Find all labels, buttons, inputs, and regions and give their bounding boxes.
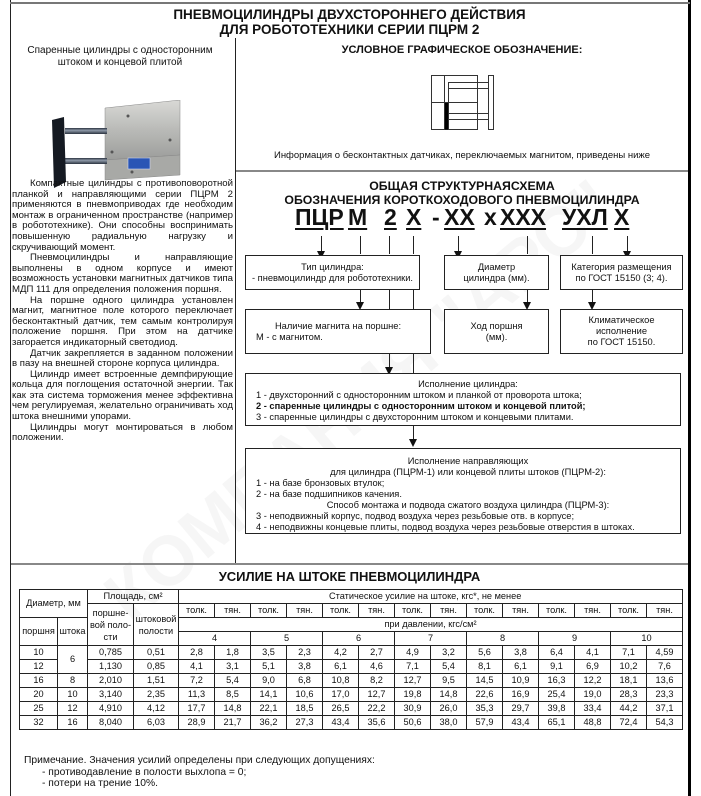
cell-pull-force: 8,5 <box>215 688 251 702</box>
pressure-value: 8 <box>467 632 539 646</box>
product-description <box>12 179 233 444</box>
page-title <box>11 7 688 37</box>
cell-pull-force: 2,7 <box>359 646 395 660</box>
box-placement-category <box>560 255 683 290</box>
code-times: х <box>484 204 497 230</box>
cell-push-force: 11,3 <box>179 688 215 702</box>
header-push: толк. <box>323 604 359 618</box>
cell-push-force: 6,1 <box>323 660 359 674</box>
header-pull: тян. <box>287 604 323 618</box>
cell-push-force: 43,4 <box>323 716 359 730</box>
table-section-divider <box>11 563 688 565</box>
cell-push-force: 3,5 <box>251 646 287 660</box>
note-title: Примечание. Значения усилий определены при следующих допущениях: <box>24 755 375 766</box>
description-paragraph: Пневмоцилиндры и направляющие выполнены в одном корпусе и имеют возможность установки магнитных датчиков типа МДП 111 для определения положения поршня. <box>12 252 233 295</box>
frame-top-border <box>10 2 690 4</box>
description-paragraph: Датчик закрепляется в заданном положении в пазу на внешней стороне корпуса цилиндра. <box>12 347 233 370</box>
caption-line-1: Спаренные цилиндры с односторонним <box>27 45 213 56</box>
cell-piston-area: 8,040 <box>88 716 134 730</box>
mounting-option: 3 - неподвижный корпус, подвод воздуха через резьбовые отв. в корпусе; <box>256 511 575 521</box>
table-row <box>20 660 683 674</box>
cell-pull-force: 43,4 <box>503 716 539 730</box>
cell-pull-force: 13,6 <box>647 674 683 688</box>
cell-push-force: 30,9 <box>395 702 431 716</box>
scheme-title-line-1: ОБЩАЯ СТРУКТУРНАЯСХЕМА <box>369 179 555 193</box>
code-magnet: М <box>348 204 368 230</box>
guides-option: 2 - на базе подшипников качения. <box>256 489 402 499</box>
cell-rod-area: 1,51 <box>134 674 179 688</box>
box-magnet <box>245 309 431 354</box>
table-row <box>20 688 683 702</box>
box-text: Диаметр <box>477 262 516 272</box>
cell-rod-diameter: 12 <box>58 702 88 716</box>
cell-pull-force: 10,6 <box>287 688 323 702</box>
cell-piston-diameter: 10 <box>20 646 58 660</box>
cell-rod-area: 0,85 <box>134 660 179 674</box>
box-text: по ГОСТ 15150. <box>587 337 656 347</box>
note <box>24 755 375 790</box>
cell-push-force: 26,5 <box>323 702 359 716</box>
symbol-title: УСЛОВНОЕ ГРАФИЧЕСКОЕ ОБОЗНАЧЕНИЕ: <box>341 44 583 56</box>
table-row <box>20 646 683 660</box>
code-execution: Х <box>406 204 422 230</box>
cell-pull-force: 19,0 <box>575 688 611 702</box>
connector <box>527 236 528 254</box>
mounting-option: 4 - неподвижны концевые плиты, подвод воздуха через резьбовые отверстия в штоках. <box>256 522 635 532</box>
cell-pull-force: 21,7 <box>215 716 251 730</box>
cell-rod-area: 0,51 <box>134 646 179 660</box>
force-table-title: УСИЛИЕ НА ШТОКЕ ПНЕВМОЦИЛИНДРА <box>218 569 481 584</box>
cell-pull-force: 27,3 <box>287 716 323 730</box>
cell-pull-force: 3,1 <box>215 660 251 674</box>
table-row <box>20 674 683 688</box>
cell-piston-diameter: 32 <box>20 716 58 730</box>
cell-push-force: 8,1 <box>467 660 503 674</box>
cell-pull-force: 14,8 <box>431 688 467 702</box>
cell-pull-force: 18,5 <box>287 702 323 716</box>
scheme-title <box>236 180 688 207</box>
box-text: цилиндра (мм). <box>463 273 530 283</box>
cell-pull-force: 23,3 <box>647 688 683 702</box>
header-diameter: Диаметр, мм <box>20 590 88 618</box>
connector <box>413 236 414 254</box>
code-diameter: ХХ <box>444 204 475 230</box>
table-row <box>20 716 683 730</box>
connector <box>592 236 593 254</box>
cell-pull-force: 4,59 <box>647 646 683 660</box>
cell-push-force: 7,1 <box>395 660 431 674</box>
pressure-value: 9 <box>539 632 611 646</box>
box-stroke <box>444 309 549 354</box>
product-caption <box>20 45 220 69</box>
cell-piston-diameter: 20 <box>20 688 58 702</box>
cell-push-force: 19,8 <box>395 688 431 702</box>
pressure-value: 6 <box>323 632 395 646</box>
cell-piston-diameter: 16 <box>20 674 58 688</box>
force-table <box>19 589 683 730</box>
box-text: - пневмоцилиндр для робототехники. <box>251 273 414 283</box>
code-category: Х <box>614 204 630 230</box>
cell-pull-force: 1,8 <box>215 646 251 660</box>
pressure-value: 4 <box>179 632 251 646</box>
box-text: исполнение <box>595 326 648 336</box>
cell-push-force: 72,4 <box>611 716 647 730</box>
cell-push-force: 14,1 <box>251 688 287 702</box>
cell-pull-force: 6,8 <box>287 674 323 688</box>
cell-push-force: 12,7 <box>395 674 431 688</box>
header-push: толк. <box>179 604 215 618</box>
box-text: Категория размещения <box>571 262 672 272</box>
cell-push-force: 39,8 <box>539 702 575 716</box>
description-paragraph: Компактные цилиндры с противоповоротной планкой и направляющими серии ПЦРМ 2 применяются в пневмоприводах где необходим монтаж в ограниченном пространстве (например в робототехнике). Они способны воспринимать повышенную радиальную нагрузку и скручивающий момент. <box>12 178 233 253</box>
guides-option: 1 - на базе бронзовых втулок; <box>256 478 385 488</box>
cell-push-force: 28,9 <box>179 716 215 730</box>
frame-left-border <box>10 0 11 796</box>
cell-pull-force: 5,4 <box>215 674 251 688</box>
code-series: ПЦР <box>295 204 344 230</box>
cell-rod-diameter: 6 <box>58 646 88 674</box>
cell-push-force: 57,9 <box>467 716 503 730</box>
cell-pull-force: 3,8 <box>287 660 323 674</box>
cell-pull-force: 6,1 <box>503 660 539 674</box>
cell-push-force: 28,3 <box>611 688 647 702</box>
connector <box>389 236 390 254</box>
header-pull: тян. <box>215 604 251 618</box>
cell-piston-area: 2,010 <box>88 674 134 688</box>
cell-push-force: 4,9 <box>395 646 431 660</box>
cell-pull-force: 54,3 <box>647 716 683 730</box>
box-guides-execution <box>245 448 681 534</box>
cell-push-force: 35,3 <box>467 702 503 716</box>
cell-pull-force: 14,8 <box>215 702 251 716</box>
scheme-title-line-2: ОБОЗНАЧЕНИЯ КОРОТКОХОДОВОГО ПНЕВМОЦИЛИНДРА <box>284 192 640 207</box>
pressure-value: 7 <box>395 632 467 646</box>
cell-pull-force: 48,8 <box>575 716 611 730</box>
box-text: по ГОСТ 15150 (3; 4). <box>575 273 668 283</box>
cell-rod-area: 4,12 <box>134 702 179 716</box>
box-diameter <box>444 255 549 290</box>
caption-line-2: штоком и концевой плитой <box>57 57 183 68</box>
cell-push-force: 7,2 <box>179 674 215 688</box>
cell-pull-force: 4,6 <box>359 660 395 674</box>
box-text: М - с магнитом. <box>256 332 323 342</box>
header-push: толк. <box>467 604 503 618</box>
code-stroke: ХХХ <box>500 204 547 230</box>
pneumatic-cylinder-symbol-icon <box>428 72 500 134</box>
cell-pull-force: 35,6 <box>359 716 395 730</box>
header-rod: штока <box>58 618 88 646</box>
description-paragraph: На поршне одного цилиндра установлен магнит, магнитное поле которого переключает бесконтактный датчик, тем самым контролируя положение поршня. При этом на датчике загорается индикаторный светодиод. <box>12 294 233 348</box>
cell-rod-diameter: 16 <box>58 716 88 730</box>
header-static-force: Статическое усилие на штоке, кгс*, не менее <box>179 590 683 604</box>
cell-push-force: 10,2 <box>611 660 647 674</box>
frame-right-border <box>688 0 691 796</box>
column-divider <box>235 38 236 564</box>
cell-push-force: 2,8 <box>179 646 215 660</box>
cell-pull-force: 12,2 <box>575 674 611 688</box>
cell-pull-force: 8,2 <box>359 674 395 688</box>
arrow-down-icon <box>409 439 417 447</box>
cell-piston-diameter: 12 <box>20 660 58 674</box>
cell-push-force: 18,1 <box>611 674 647 688</box>
cell-push-force: 16,3 <box>539 674 575 688</box>
box-title: Исполнение цилиндра: <box>418 379 518 389</box>
code-dash: - <box>432 204 440 230</box>
header-pull: тян. <box>503 604 539 618</box>
header-pull: тян. <box>647 604 683 618</box>
cell-pull-force: 29,7 <box>503 702 539 716</box>
box-text: (мм). <box>485 332 508 342</box>
box-title: Тип цилиндра: <box>301 262 364 272</box>
cell-push-force: 4,2 <box>323 646 359 660</box>
code-series-number: 2 <box>384 204 397 230</box>
header-push: толк. <box>395 604 431 618</box>
header-rod-area: штоковой полости <box>134 604 179 646</box>
cell-push-force: 22,1 <box>251 702 287 716</box>
box-cylinder-type <box>245 255 420 290</box>
cell-push-force: 9,0 <box>251 674 287 688</box>
cell-piston-diameter: 25 <box>20 702 58 716</box>
description-paragraph: Цилиндр имеет встроенные демпфирующие кольца для поглощения остаточной энергии. Так как эта система торможения менее эффективна чем регулируемая, желательно ограничивать ход штока внешними упорами. <box>12 368 233 423</box>
cell-pull-force: 2,3 <box>287 646 323 660</box>
header-push: толк. <box>611 604 647 618</box>
cell-pull-force: 9,5 <box>431 674 467 688</box>
header-push: толк. <box>251 604 287 618</box>
cell-rod-diameter: 10 <box>58 688 88 702</box>
execution-option: 3 - спаренные цилиндры с двухсторонним штоком и концевыми плитами. <box>256 412 574 422</box>
cell-rod-area: 6,03 <box>134 716 179 730</box>
header-pull: тян. <box>431 604 467 618</box>
cell-pull-force: 33,4 <box>575 702 611 716</box>
connector <box>360 236 361 254</box>
cell-push-force: 65,1 <box>539 716 575 730</box>
cell-pull-force: 37,1 <box>647 702 683 716</box>
note-item: - противодавление в полости выхлопа = 0; <box>42 766 247 778</box>
box-text: Климатическое <box>588 315 655 325</box>
box-title: для цилиндра (ПЦРМ-1) или концевой плиты штоков (ПЦРМ-2): <box>330 467 606 477</box>
cell-push-force: 22,6 <box>467 688 503 702</box>
symbol-note: Информация о бесконтактных датчиках, переключаемых магнитом, приведены ниже <box>273 150 651 161</box>
symbol-section-divider <box>236 170 688 172</box>
cell-pull-force: 3,2 <box>431 646 467 660</box>
cell-pull-force: 10,9 <box>503 674 539 688</box>
cell-push-force: 44,2 <box>611 702 647 716</box>
cell-pull-force: 22,2 <box>359 702 395 716</box>
pressure-value: 5 <box>251 632 323 646</box>
cell-pull-force: 6,9 <box>575 660 611 674</box>
cell-push-force: 9,1 <box>539 660 575 674</box>
cell-piston-area: 1,130 <box>88 660 134 674</box>
cell-push-force: 17,0 <box>323 688 359 702</box>
pressure-value: 10 <box>611 632 683 646</box>
box-title: Исполнение направляющих <box>407 456 529 466</box>
execution-option: 1 - двухсторонний с односторонним штоком и планкой от проворота штока; <box>256 390 582 400</box>
cell-push-force: 36,2 <box>251 716 287 730</box>
header-pressure: при давлении, кгс/см² <box>179 618 683 632</box>
cell-push-force: 7,1 <box>611 646 647 660</box>
cell-rod-diameter: 8 <box>58 674 88 688</box>
cell-pull-force: 38,0 <box>431 716 467 730</box>
cell-push-force: 50,6 <box>395 716 431 730</box>
cell-pull-force: 4,1 <box>575 646 611 660</box>
cell-push-force: 25,4 <box>539 688 575 702</box>
header-push: толк. <box>539 604 575 618</box>
header-pull: тян. <box>359 604 395 618</box>
table-row <box>20 702 683 716</box>
cell-push-force: 17,7 <box>179 702 215 716</box>
cell-push-force: 4,1 <box>179 660 215 674</box>
note-item: - потери на трение 10%. <box>42 778 158 789</box>
cell-rod-area: 2,35 <box>134 688 179 702</box>
header-piston-area: поршне-вой поло-сти <box>88 604 134 646</box>
header-pull: тян. <box>575 604 611 618</box>
force-table-body <box>20 646 683 730</box>
title-line-2: ДЛЯ РОБОТОТЕХНИКИ СЕРИИ ПЦРМ 2 <box>219 22 480 37</box>
cell-push-force: 14,5 <box>467 674 503 688</box>
cell-push-force: 10,8 <box>323 674 359 688</box>
cell-piston-area: 3,140 <box>88 688 134 702</box>
box-subtitle: Способ монтажа и подвода сжатого воздуха цилиндра (ПЦРМ-3): <box>326 500 610 510</box>
push-pull-header-row <box>20 604 683 618</box>
box-cylinder-execution <box>245 373 681 426</box>
cell-pull-force: 7,6 <box>647 660 683 674</box>
code-climate: УХЛ <box>562 204 608 230</box>
description-paragraph: Цилиндры могут монтироваться в любом положении. <box>12 421 233 444</box>
cell-pull-force: 26,0 <box>431 702 467 716</box>
header-piston: поршня <box>20 618 58 646</box>
cell-push-force: 5,6 <box>467 646 503 660</box>
box-title: Наличие магнита на поршне: <box>274 321 402 331</box>
cell-piston-area: 4,910 <box>88 702 134 716</box>
execution-option-selected: 2 - спаренные цилиндры с односторонним штоком и концевой плитой; <box>256 401 586 411</box>
cell-push-force: 6,4 <box>539 646 575 660</box>
cell-pull-force: 16,9 <box>503 688 539 702</box>
box-climate <box>560 309 683 354</box>
cell-pull-force: 3,8 <box>503 646 539 660</box>
cell-pull-force: 5,4 <box>431 660 467 674</box>
box-text: Ход поршня <box>470 321 523 331</box>
cell-piston-area: 0,785 <box>88 646 134 660</box>
cell-push-force: 5,1 <box>251 660 287 674</box>
title-line-1: ПНЕВМОЦИЛИНДРЫ ДВУХСТОРОННЕГО ДЕЙСТВИЯ <box>173 7 526 22</box>
header-area: Площадь, см² <box>88 590 179 604</box>
cell-pull-force: 12,7 <box>359 688 395 702</box>
